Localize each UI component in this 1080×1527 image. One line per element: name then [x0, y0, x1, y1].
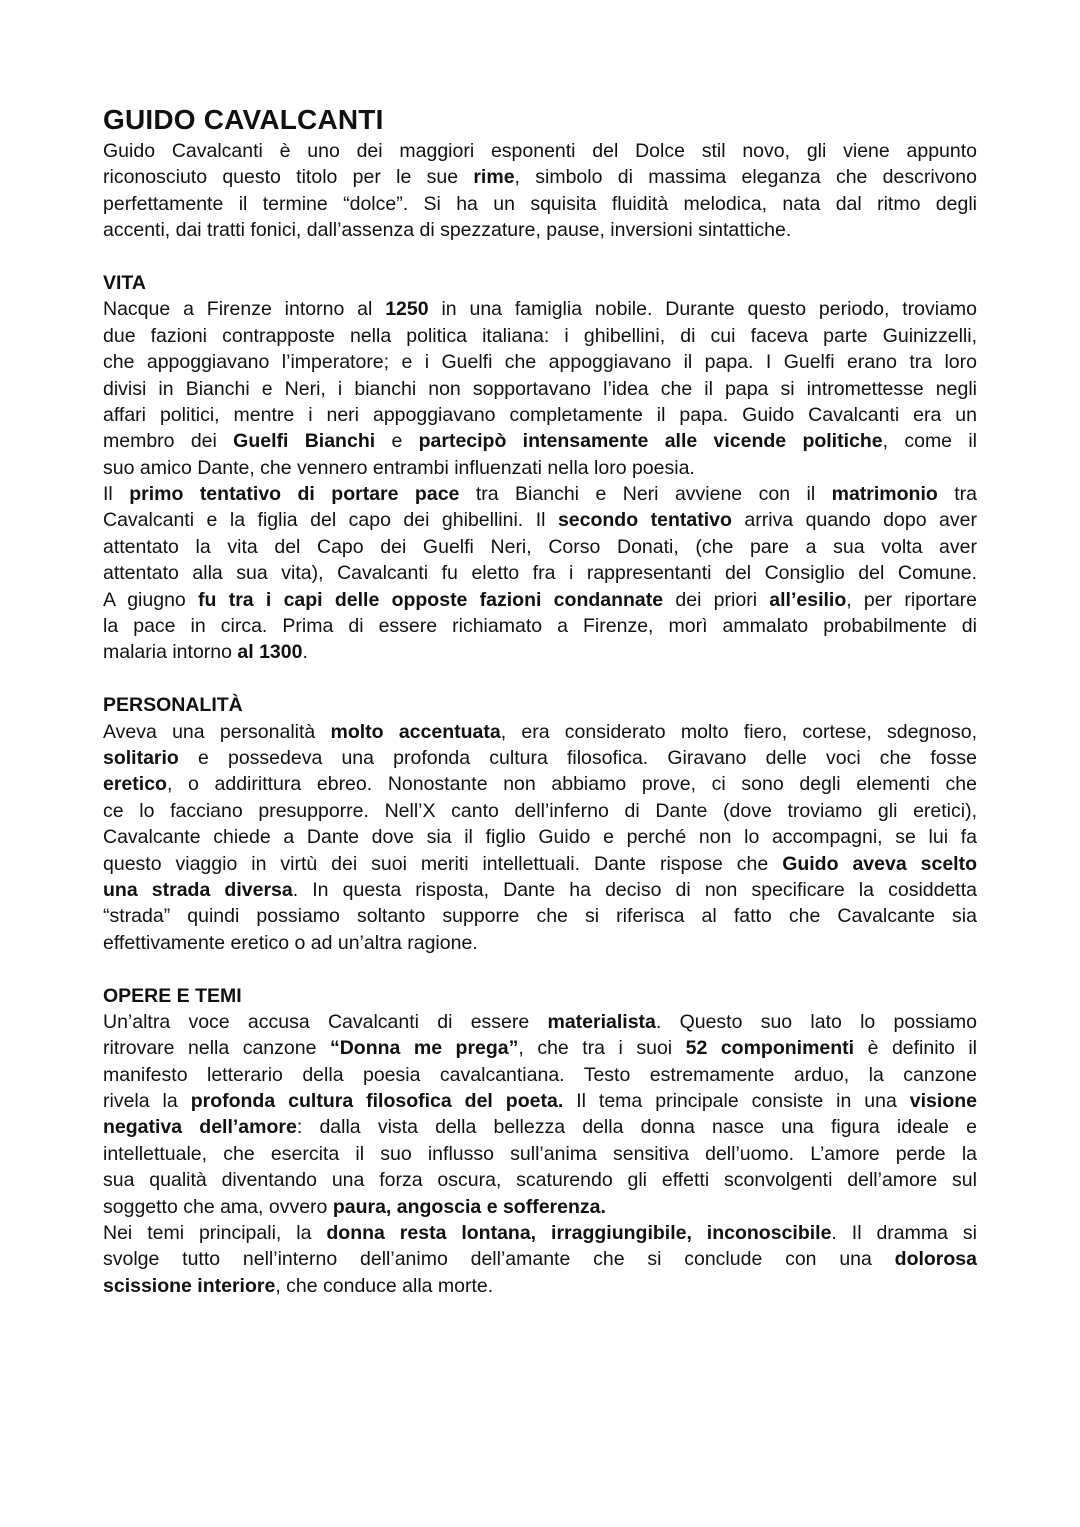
text-line [103, 323, 977, 349]
section [103, 666, 977, 956]
text: è definito il [854, 1037, 977, 1060]
text-line [103, 745, 977, 771]
text: Un’altra voce accusa Cavalcanti di essere [103, 1010, 548, 1033]
bold-text: donna resta lontana, irraggiungibile, inconoscibile [326, 1222, 832, 1245]
section-spacer [103, 244, 977, 270]
text-line [103, 428, 977, 454]
text: . In questa risposta, Dante ha deciso di non specificare la cosiddetta [292, 878, 977, 901]
text: , o addirittura ebreo. Nonostante non abbiamo prove, ci sono degli elementi che [166, 773, 977, 796]
text: arriva quando dopo aver [731, 509, 977, 532]
bold-text: rime [473, 166, 515, 189]
text-line [103, 296, 977, 322]
text-line [103, 1114, 977, 1140]
text: attentato la vita del Capo dei Guelfi Neri, Corso Donati, (che pare a sua volta aver [103, 535, 977, 558]
text: questo viaggio in virtù dei suoi meriti intellettuali. Dante rispose che [103, 852, 783, 875]
bold-text: fu tra i capi delle opposte fazioni condannate [198, 588, 664, 611]
text-line [103, 217, 977, 243]
text: tra Bianchi e Neri avviene con il [459, 483, 832, 506]
text-line [103, 349, 977, 375]
bold-text: Guido aveva scelto [782, 852, 977, 875]
text-line [103, 851, 977, 877]
text: Guido Cavalcanti è uno dei maggiori esponenti del Dolce stil novo, gli viene appunto [103, 140, 977, 162]
text: e possedeva una profonda cultura filosofica. Giravano delle voci che fosse [178, 746, 977, 769]
text-line [103, 1273, 977, 1299]
text: riconosciuto questo titolo per le sue [103, 166, 474, 189]
text: . Il dramma si [831, 1222, 977, 1245]
text: divisi in Bianchi e Neri, i bianchi non sopportavano l’idea che il papa si intromettesse negli [103, 377, 977, 400]
text-line [103, 1062, 977, 1088]
section-spacer [103, 666, 977, 692]
text: Il tema principale consiste in una [563, 1090, 910, 1113]
text: soggetto che ama, ovvero [103, 1195, 333, 1218]
bold-text: materialista [547, 1010, 656, 1033]
bold-text: primo tentativo di portare pace [129, 483, 460, 506]
text-line [103, 930, 977, 956]
bold-text: scissione interiore [103, 1274, 276, 1297]
text: . [302, 641, 308, 664]
text: perfettamente il termine “dolce”. Si ha un squisita fluidità melodica, nata dal ritmo degli [103, 192, 977, 215]
text: due fazioni contrapposte nella politica italiana: i ghibellini, di cui faceva parte Guinizzelli, [103, 324, 977, 347]
text: manifesto letterario della poesia cavalcantiana. Testo estremamente arduo, la canzone [103, 1063, 977, 1086]
text-line [103, 1009, 977, 1035]
text-line [103, 903, 977, 929]
text: intellettuale, che esercita il suo influsso sull’anima sensitiva dell’uomo. L’amore perde la [103, 1142, 977, 1165]
text-line [103, 560, 977, 586]
text-line [103, 1088, 977, 1114]
bold-text: solitario [103, 746, 179, 769]
text: Cavalcanti e la figlia del capo dei ghibellini. Il [103, 509, 558, 532]
text: ritrovare nella canzone [103, 1037, 330, 1060]
text: : dalla vista della bellezza della donna nasce una figura ideale e [296, 1116, 977, 1139]
text: effettivamente eretico o ad un’altra ragione. [103, 931, 478, 954]
text: sua qualità diventando una forza oscura, scaturendo gli effetti sconvolgenti dell’amore sul [103, 1169, 977, 1192]
text: tra [937, 483, 977, 506]
text: e [375, 430, 419, 453]
bold-text: matrimonio [831, 483, 938, 506]
text: , come il [882, 430, 977, 453]
text-line [103, 613, 977, 639]
text-line [103, 639, 977, 665]
text-line [103, 1035, 977, 1061]
text: ce lo facciano presupporre. Nell’X canto dell’inferno di Dante (dove troviamo gli eretici), [103, 799, 977, 822]
text-line [103, 587, 977, 613]
text-line [103, 376, 977, 402]
bold-text: dolorosa [894, 1248, 977, 1271]
text-line [103, 507, 977, 533]
text-line [103, 455, 977, 481]
bold-text: Guelfi Bianchi [233, 430, 376, 453]
section [103, 138, 977, 244]
text: , che conduce alla morte. [275, 1274, 494, 1297]
text-line [103, 138, 977, 164]
section-spacer [103, 956, 977, 982]
text: dei priori [663, 588, 770, 611]
text: A giugno [103, 588, 199, 611]
text: Cavalcante chiede a Dante dove sia il figlio Guido e perché non lo accompagni, se lui fa [103, 826, 977, 849]
text: Nei temi principali, la [103, 1222, 327, 1245]
section [103, 956, 977, 1299]
document-body [103, 138, 977, 1299]
text-line [103, 534, 977, 560]
section [103, 244, 977, 666]
text-line [103, 1194, 977, 1220]
text: , che tra i suoi [518, 1037, 686, 1060]
text: in una famiglia nobile. Durante questo periodo, troviamo [428, 298, 977, 321]
text-line [103, 191, 977, 217]
text: Il [103, 483, 130, 506]
text-line [103, 164, 977, 190]
bold-text: 1250 [385, 298, 429, 321]
text: affari politici, mentre i neri appoggiavano completamente il papa. Guido Cavalcanti era un [103, 403, 977, 426]
text: svolge tutto nell’interno dell’animo dell’amante che si conclude con una [103, 1248, 895, 1271]
bold-text: “Donna me prega” [329, 1037, 519, 1060]
document-title: GUIDO CAVALCANTI [103, 104, 384, 135]
bold-text: negativa dell’amore [103, 1116, 297, 1139]
text: accenti, dai tratti fonici, dall’assenza di spezzature, pause, inversioni sintattiche. [103, 219, 792, 242]
text: “strada” quindi possiamo soltanto supporre che si riferisca al fatto che Cavalcante sia [103, 905, 977, 928]
text-line [103, 1141, 977, 1167]
text: Nacque a Firenze intorno al [103, 298, 386, 321]
text-line [103, 1246, 977, 1272]
section-heading: VITA [103, 271, 146, 294]
section-heading: OPERE E TEMI [103, 984, 242, 1007]
text: che appoggiavano l’imperatore; e i Guelfi che appoggiavano il papa. I Guelfi erano tra loro [103, 351, 977, 374]
bold-text: eretico [103, 773, 167, 796]
text: , per riportare [846, 588, 977, 611]
text-line [103, 877, 977, 903]
text: rivela la [103, 1090, 191, 1113]
text-line [103, 402, 977, 428]
text: Aveva una personalità [103, 720, 331, 743]
text: attentato alla sua vita), Cavalcanti fu eletto fra i rappresentanti del Consiglio del Comune. [103, 562, 977, 585]
bold-text: molto accentuata [330, 720, 501, 743]
bold-text: paura, angoscia e sofferenza. [332, 1195, 606, 1218]
bold-text: visione [909, 1090, 977, 1113]
bold-text: 52 componimenti [685, 1037, 855, 1060]
text-line [103, 1167, 977, 1193]
text: malaria intorno [103, 641, 238, 664]
text: la pace in circa. Prima di essere richiamato a Firenze, morì ammalato probabilmente di [103, 615, 977, 638]
bold-text: partecipò intensamente alle vicende politiche [418, 430, 883, 453]
section-heading: PERSONALITÀ [103, 694, 243, 717]
text-line [103, 798, 977, 824]
text: . Questo suo lato lo possiamo [655, 1010, 977, 1033]
text-line [103, 824, 977, 850]
bold-text: profonda cultura filosofica del poeta. [190, 1090, 564, 1113]
bold-text: una strada diversa [103, 878, 293, 901]
document-page [103, 104, 977, 1299]
bold-text: al 1300 [237, 641, 303, 664]
text-line [103, 719, 977, 745]
text: membro dei [103, 430, 234, 453]
text: , simbolo di massima eleganza che descrivono [514, 166, 977, 189]
bold-text: secondo tentativo [557, 509, 732, 532]
text-line [103, 1220, 977, 1246]
bold-text: all’esilio [769, 588, 847, 611]
text: suo amico Dante, che vennero entrambi influenzati nella loro poesia. [103, 456, 695, 479]
text: , era considerato molto fiero, cortese, sdegnoso, [500, 720, 977, 743]
text-line [103, 481, 977, 507]
text-line [103, 771, 977, 797]
